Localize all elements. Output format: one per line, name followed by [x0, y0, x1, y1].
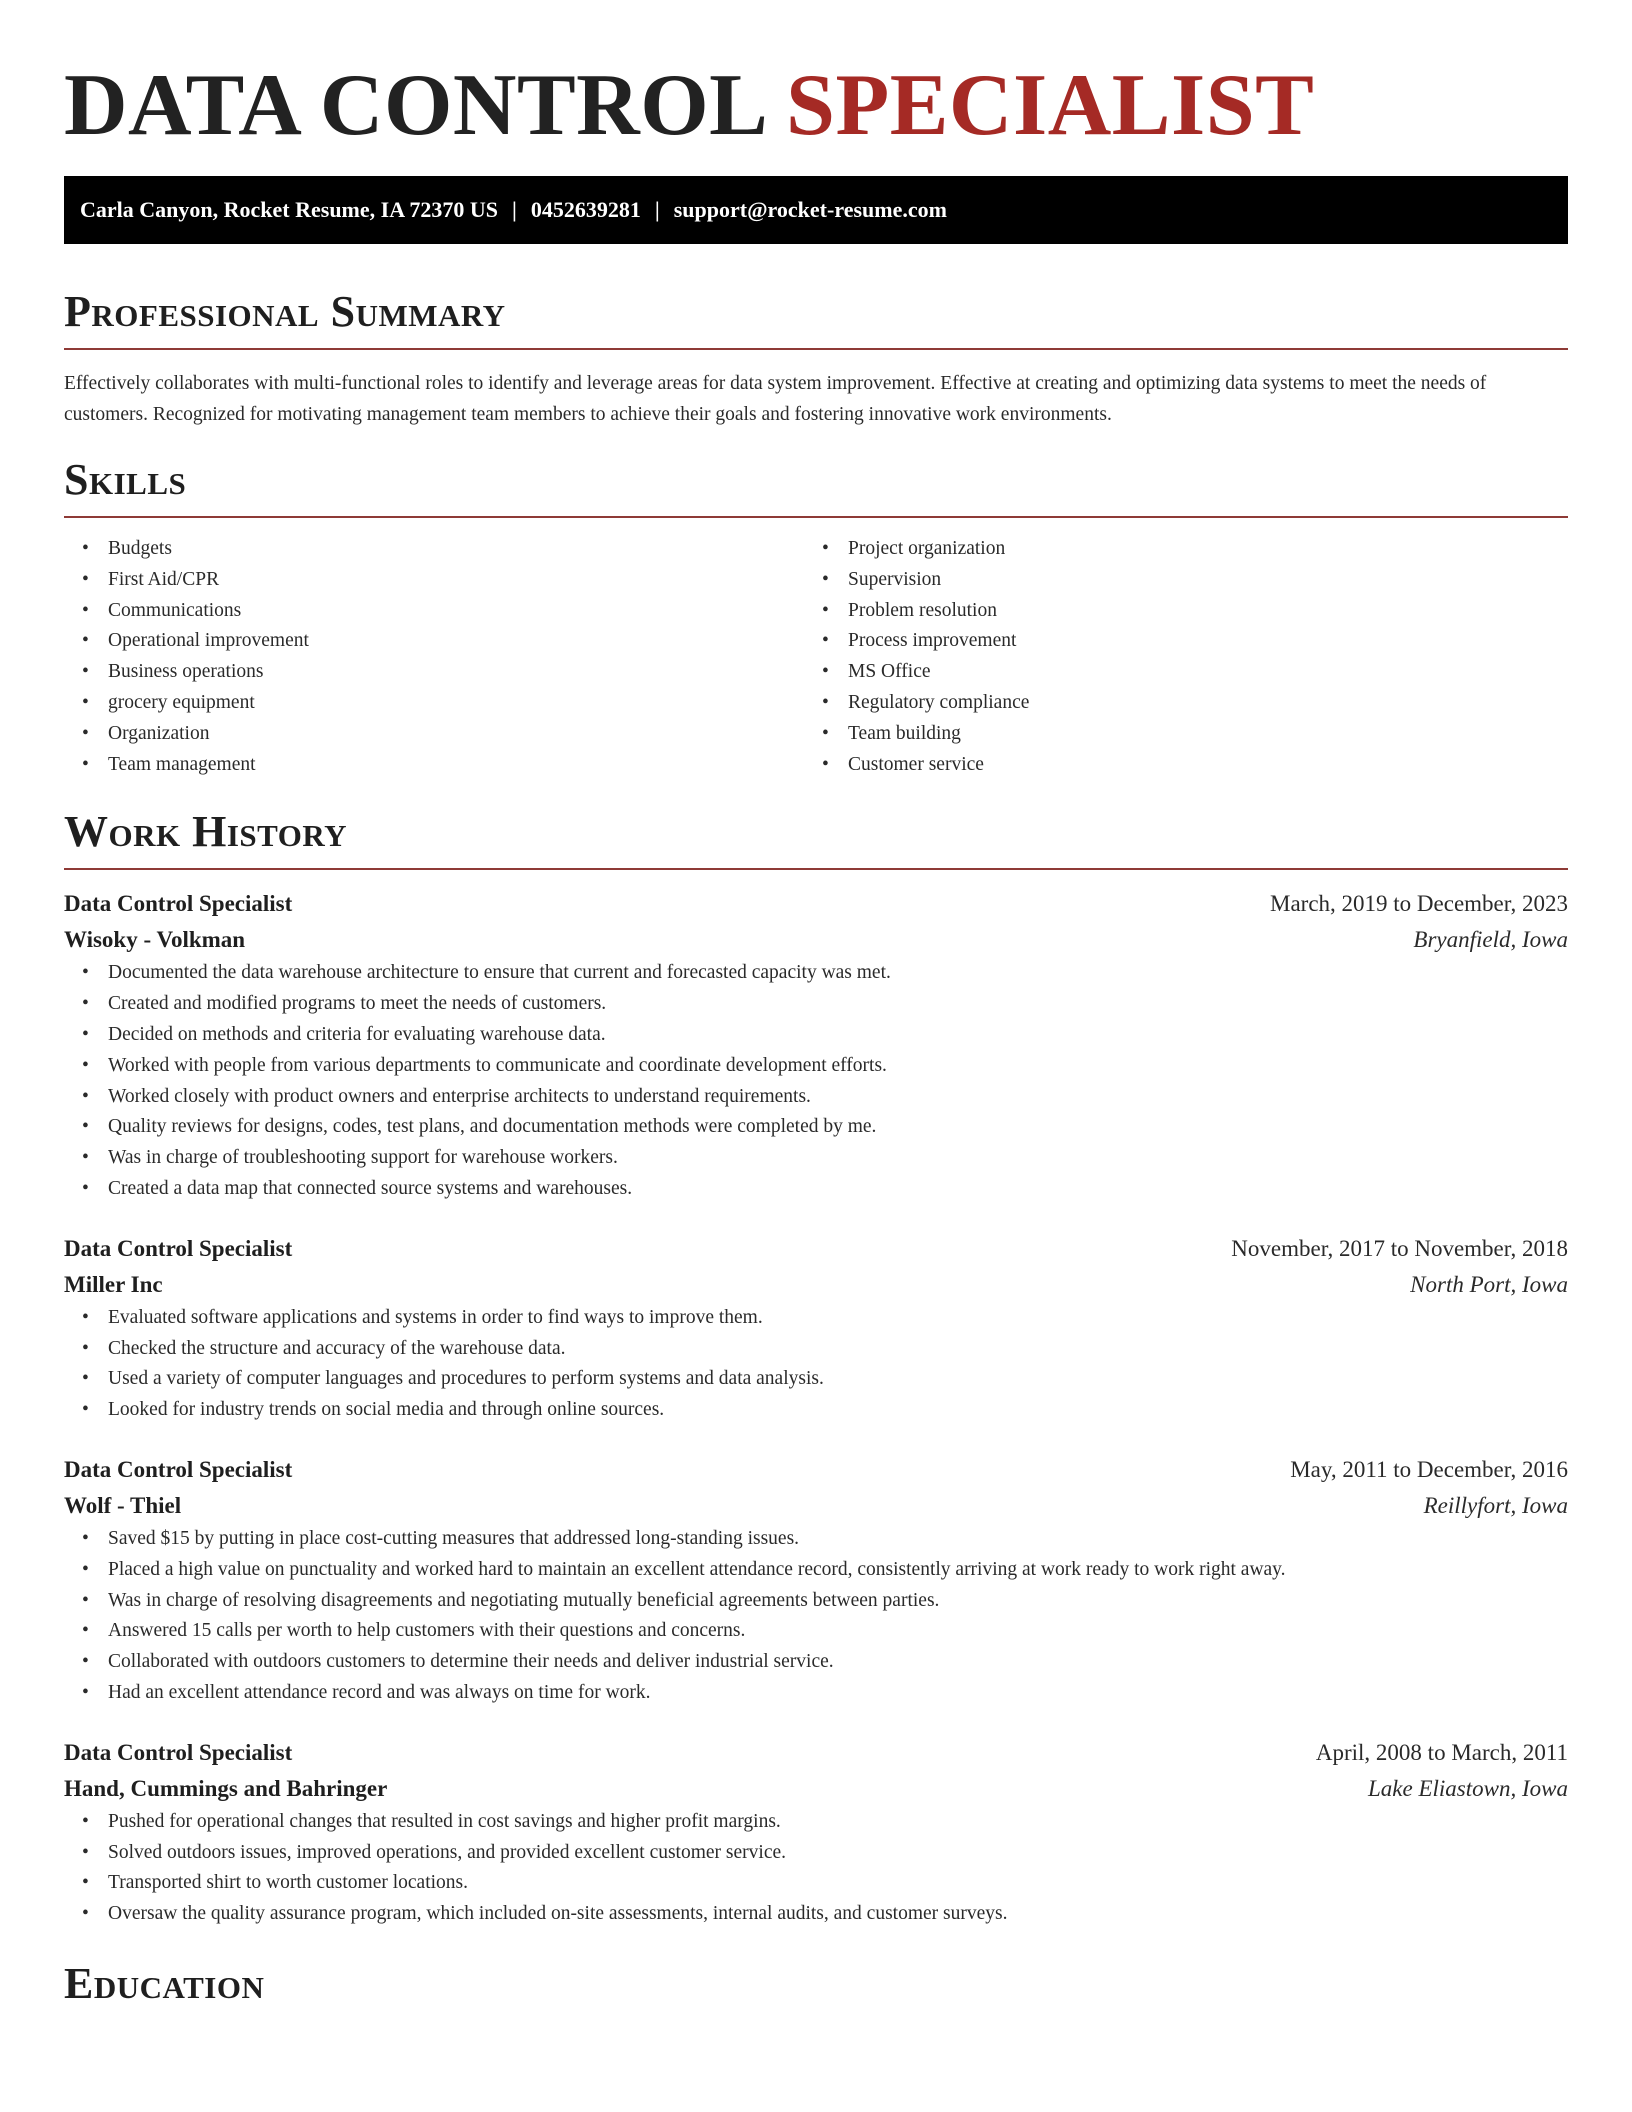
job-dates: May, 2011 to December, 2016: [1290, 1456, 1568, 1482]
job-duty: • Quality reviews for designs, codes, test plans, and documentation methods were completed by me.: [64, 1112, 1568, 1143]
job-duties-list: [64, 1524, 1568, 1709]
job-entry: [64, 1231, 1568, 1426]
job-title: Data Control Specialist: [64, 891, 293, 917]
job-title: Data Control Specialist: [64, 1739, 293, 1765]
skill-item: • Business operations: [64, 657, 804, 688]
job-duty: • Checked the structure and accuracy of the warehouse data.: [64, 1334, 1568, 1365]
job-duty: • Answered 15 calls per worth to help customers with their questions and concerns.: [64, 1616, 1568, 1647]
education-heading: Education: [64, 1958, 265, 2008]
job-duty: • Used a variety of computer languages and procedures to perform systems and data analysis.: [64, 1364, 1568, 1395]
job-duty: • Created and modified programs to meet the needs of customers.: [64, 989, 1568, 1020]
title-part-accent: SPECIALIST: [786, 57, 1315, 154]
job-header-row: [64, 1735, 1568, 1771]
job-duty: • Decided on methods and criteria for evaluating warehouse data.: [64, 1020, 1568, 1051]
page-title: [64, 0, 1568, 156]
job-duty: • Created a data map that connected source systems and warehouses.: [64, 1174, 1568, 1205]
contact-bar: [64, 176, 1568, 244]
skills-list-right: [804, 534, 1544, 780]
job-duty: • Collaborated with outdoors customers to determine their needs and deliver industrial service.: [64, 1647, 1568, 1678]
job-header-row: [64, 1231, 1568, 1267]
job-duty: • Worked with people from various departments to communicate and coordinate development efforts.: [64, 1051, 1568, 1082]
job-company-row: [64, 1771, 1568, 1807]
skill-item: • Communications: [64, 596, 804, 627]
job-duties-list: [64, 1303, 1568, 1426]
job-duty: • Saved $15 by putting in place cost-cutting measures that addressed long-standing issues.: [64, 1524, 1568, 1555]
skill-item: • Team building: [804, 719, 1544, 750]
job-duty: • Was in charge of troubleshooting support for warehouse workers.: [64, 1143, 1568, 1174]
job-company-row: [64, 1488, 1568, 1524]
education-section: [64, 1958, 1568, 2010]
skills-heading: Skills: [64, 455, 187, 504]
summary-section: [64, 286, 1568, 430]
job-company: Hand, Cummings and Bahringer: [64, 1775, 388, 1801]
job-dates: March, 2019 to December, 2023: [1270, 891, 1568, 917]
job-duty: • Evaluated software applications and systems in order to find ways to improve them.: [64, 1303, 1568, 1334]
job-company: Wolf - Thiel: [64, 1492, 182, 1518]
job-duty: • Was in charge of resolving disagreements and negotiating mutually beneficial agreements between parties.: [64, 1586, 1568, 1617]
skill-item: • Regulatory compliance: [804, 688, 1544, 719]
contact-email: support@rocket-resume.com: [673, 197, 947, 222]
job-header-row: [64, 886, 1568, 922]
skill-item: • Supervision: [804, 565, 1544, 596]
job-company: Miller Inc: [64, 1271, 163, 1297]
work-history-heading: Work History: [64, 807, 348, 857]
job-title: Data Control Specialist: [64, 1456, 293, 1482]
skill-item: • Problem resolution: [804, 596, 1544, 627]
skill-item: • Team management: [64, 750, 804, 781]
job-company-row: [64, 1267, 1568, 1303]
job-duty: • Transported shirt to worth customer locations.: [64, 1868, 1568, 1899]
skill-item: • Budgets: [64, 534, 804, 565]
skill-item: • Operational improvement: [64, 626, 804, 657]
section-divider: [64, 868, 1568, 870]
skills-column-left: [64, 534, 804, 780]
job-company-row: [64, 922, 1568, 958]
title-part-dark: DATA CONTROL: [64, 57, 764, 154]
skill-item: • Project organization: [804, 534, 1544, 565]
job-duty: • Solved outdoors issues, improved operations, and provided excellent customer service.: [64, 1838, 1568, 1869]
job-location: Lake Eliastown, Iowa: [1368, 1775, 1568, 1801]
job-dates: November, 2017 to November, 2018: [1231, 1235, 1568, 1261]
contact-separator: |: [512, 197, 517, 222]
skills-column-right: [804, 534, 1544, 780]
skill-item: • MS Office: [804, 657, 1544, 688]
job-entry: [64, 886, 1568, 1204]
skill-item: • Customer service: [804, 750, 1544, 781]
skill-item: • Process improvement: [804, 626, 1544, 657]
job-duty: • Oversaw the quality assurance program, which included on-site assessments, internal audits, and customer surveys.: [64, 1899, 1568, 1930]
job-entry: [64, 1735, 1568, 1930]
work-history-section: [64, 806, 1568, 1930]
skill-item: • Organization: [64, 719, 804, 750]
skills-section: [64, 454, 1568, 780]
job-location: North Port, Iowa: [1410, 1271, 1568, 1297]
summary-heading: Professional Summary: [64, 287, 506, 336]
skill-item: • grocery equipment: [64, 688, 804, 719]
job-header-row: [64, 1452, 1568, 1488]
job-duties-list: [64, 958, 1568, 1204]
skill-item: • First Aid/CPR: [64, 565, 804, 596]
skills-grid: [64, 534, 1568, 780]
job-title: Data Control Specialist: [64, 1235, 293, 1261]
job-entry: [64, 1452, 1568, 1709]
job-location: Reillyfort, Iowa: [1423, 1492, 1568, 1518]
job-duty: • Pushed for operational changes that resulted in cost savings and higher profit margins.: [64, 1807, 1568, 1838]
section-divider: [64, 348, 1568, 350]
job-duty: • Had an excellent attendance record and was always on time for work.: [64, 1678, 1568, 1709]
skills-list-left: [64, 534, 804, 780]
resume-page: [64, 0, 1568, 2010]
job-dates: April, 2008 to March, 2011: [1315, 1739, 1568, 1765]
section-divider: [64, 516, 1568, 518]
job-duties-list: [64, 1807, 1568, 1930]
job-duty: • Documented the data warehouse architecture to ensure that current and forecasted capacity was met.: [64, 958, 1568, 989]
contact-phone: 0452639281: [530, 197, 641, 222]
job-company: Wisoky - Volkman: [64, 927, 246, 953]
job-location: Bryanfield, Iowa: [1413, 927, 1568, 953]
contact-separator: |: [654, 197, 660, 222]
job-duty: • Worked closely with product owners and enterprise architects to understand requirements.: [64, 1082, 1568, 1113]
job-duty: • Placed a high value on punctuality and worked hard to maintain an excellent attendance record, consistently arriving at work ready to work right away.: [64, 1555, 1568, 1586]
job-duty: • Looked for industry trends on social media and through online sources.: [64, 1395, 1568, 1426]
contact-address: Carla Canyon, Rocket Resume, IA 72370 US: [80, 197, 498, 222]
summary-text: Effectively collaborates with multi-functional roles to identify and leverage areas for data system improvement. Effective at creating and optimizing data systems to meet the needs of customers. Recognized for motivating management team members to achieve their goals and fostering innovative work environments.: [64, 373, 1487, 425]
